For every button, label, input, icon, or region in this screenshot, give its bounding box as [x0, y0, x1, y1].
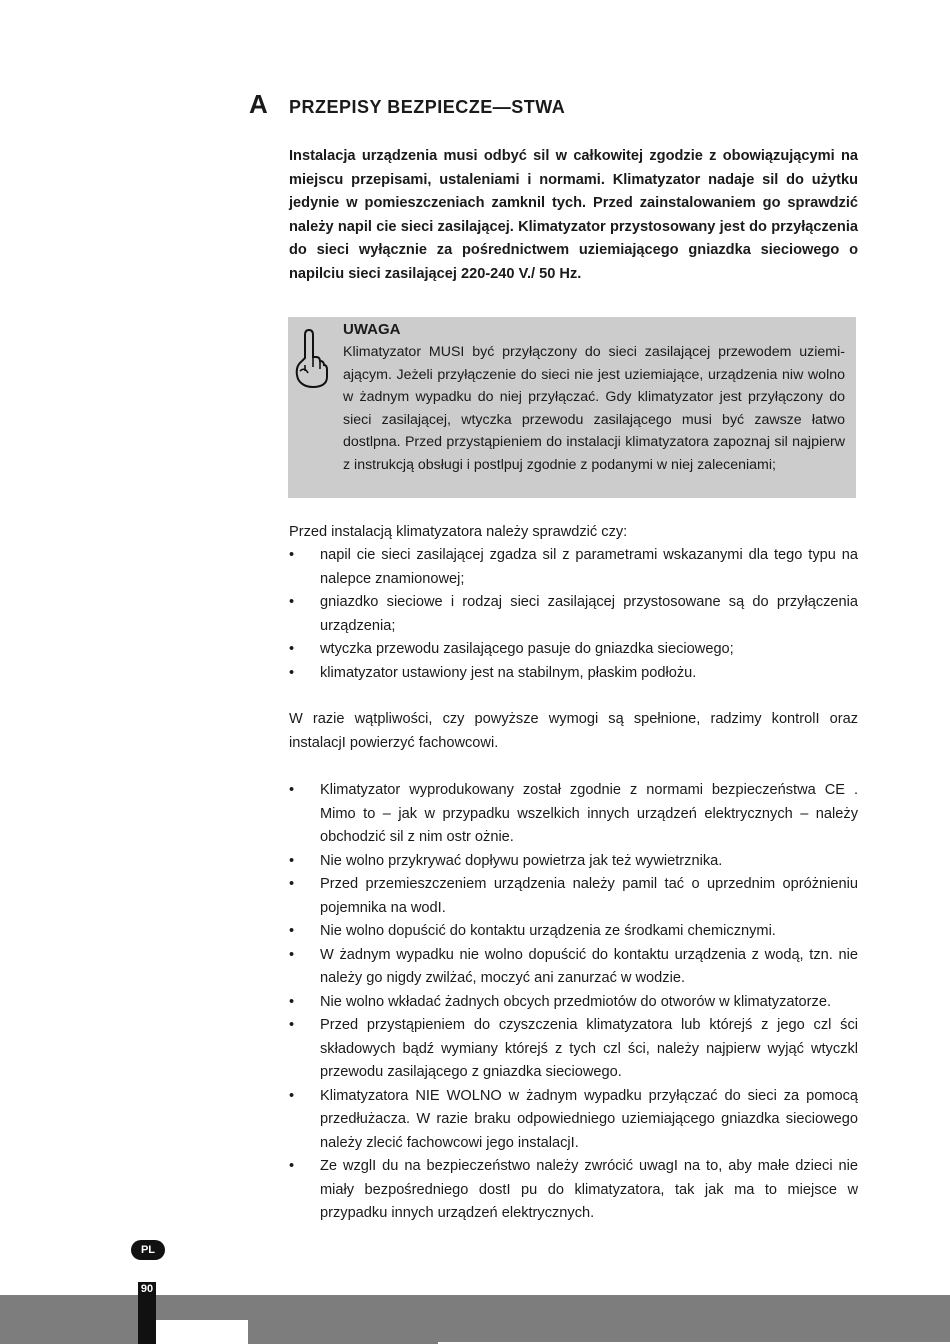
language-badge: PL: [131, 1240, 165, 1260]
notice-body: Klimatyzator MUSI być przyłączony do sieci zasilającej przewodem uziemi-ającym. Jeżeli przyłączenie do sieci nie jest uziemiające, urządzenia niw wolno w żadnym wypadku do niej przyłączać. Gdy klimatyzator jest przyłączony do sieci zasilającej, wtyczka przewodu zasilającego musi być zawsze łatwo dostlpna. Przed przystąpieniem do instalacji klimatyzatora zapoznaj sil najpierw z instrukcją obsługi i postlpuj zgodnie z podanymi w niej zaleceniami;: [343, 344, 845, 473]
intro-paragraph: Instalacja urządzenia musi odbyć sil w całkowitej zgodzie z obowiązującymi na miejscu przepisami, ustaleniami i normami. Klimatyzator nadaje sil do użytku jedynie w pomieszczeniach zamknil tych. Przed zainstalowaniem go sprawdzić należy napil cie sieci zasilającej. Klimatyzator przystosowany jest do przyłączenia do sieci wyłącznie za pośrednictwem uziemiającego gniazdka sieciowego o napilciu sieci zasilającej 220-240 V./ 50 Hz.: [289, 148, 858, 282]
pointing-hand-icon: [294, 327, 328, 389]
list-item: • klimatyzator ustawiony jest na stabilnym, płaskim podłożu.: [289, 662, 858, 686]
check-list: [289, 544, 858, 685]
list-item: • napil cie sieci zasilającej zgadza sil z parametrami wskazanymi dla tego typu na nalepce znamionowej;: [289, 544, 858, 591]
list-item: • Nie wolno przykrywać dopływu powietrza jak też wywietrznika.: [289, 850, 858, 874]
notice-box: [288, 317, 856, 498]
page-number: 90: [140, 1283, 154, 1295]
section-title: PRZEPISY BEZPIECZE—STWA: [289, 97, 566, 117]
notice-title: UWAGA: [343, 321, 401, 338]
list-item: • Klimatyzatora NIE WOLNO w żadnym wypadku przyłączać do sieci za pomocą przedłużacza. W razie braku odpowiedniego uziemiającego gniazdka sieciowego należy zlecić fachowcowi jego instalacjI.: [289, 1085, 858, 1156]
list-item: • Nie wolno dopuścić do kontaktu urządzenia ze środkami chemicznymi.: [289, 920, 858, 944]
list-item: • Przed przystąpieniem do czyszczenia klimatyzatora lub którejś z jego czl ści składowych bądź wymiany którejś z tych czl ści, należy najpierw wyjąć wtyczkl przewodu zasilającego z gniazdka sieciowego.: [289, 1014, 858, 1085]
list-item: • Ze wzglI du na bezpieczeństwo należy zwrócić uwagI na to, aby małe dzieci nie miały bezpośredniego dostI pu do klimatyzatora, tak jak ma to miejsce w przypadku innych urządzeń elektrycznych.: [289, 1155, 858, 1226]
list-item: • Nie wolno wkładać żadnych obcych przedmiotów do otworów w klimatyzatorze.: [289, 991, 858, 1015]
list-item: • gniazdko sieciowe i rodzaj sieci zasilającej przystosowane są do przyłączenia urządzenia;: [289, 591, 858, 638]
doubt-paragraph: W razie wątpliwości, czy powyższe wymogi są spełnione, radzimy kontrolI oraz instalacjI powierzyć fachowcowi.: [289, 711, 858, 751]
footer-white-block: [156, 1320, 248, 1344]
list-item: • Przed przemieszczeniem urządzenia należy pamil tać o uprzednim opróżnieniu pojemnika na wodI.: [289, 873, 858, 920]
check-intro: Przed instalacją klimatyzatora należy sprawdzić czy:: [289, 524, 628, 540]
safety-list: [289, 779, 858, 1226]
list-item: • Klimatyzator wyprodukowany został zgodnie z normami bezpieczeństwa CE . Mimo to – jak w przypadku wszelkich innych urządzeń elektrycznych – należy obchodzić sil z nim ostr ożnie.: [289, 779, 858, 850]
list-item: • wtyczka przewodu zasilającego pasuje do gniazdka sieciowego;: [289, 638, 858, 662]
section-letter: A: [249, 89, 268, 119]
list-item: • W żadnym wypadku nie wolno dopuścić do kontaktu urządzenia z wodą, tzn. nie należy go nigdy zwilżać, moczyć ani zanurzać w wodzie.: [289, 944, 858, 991]
